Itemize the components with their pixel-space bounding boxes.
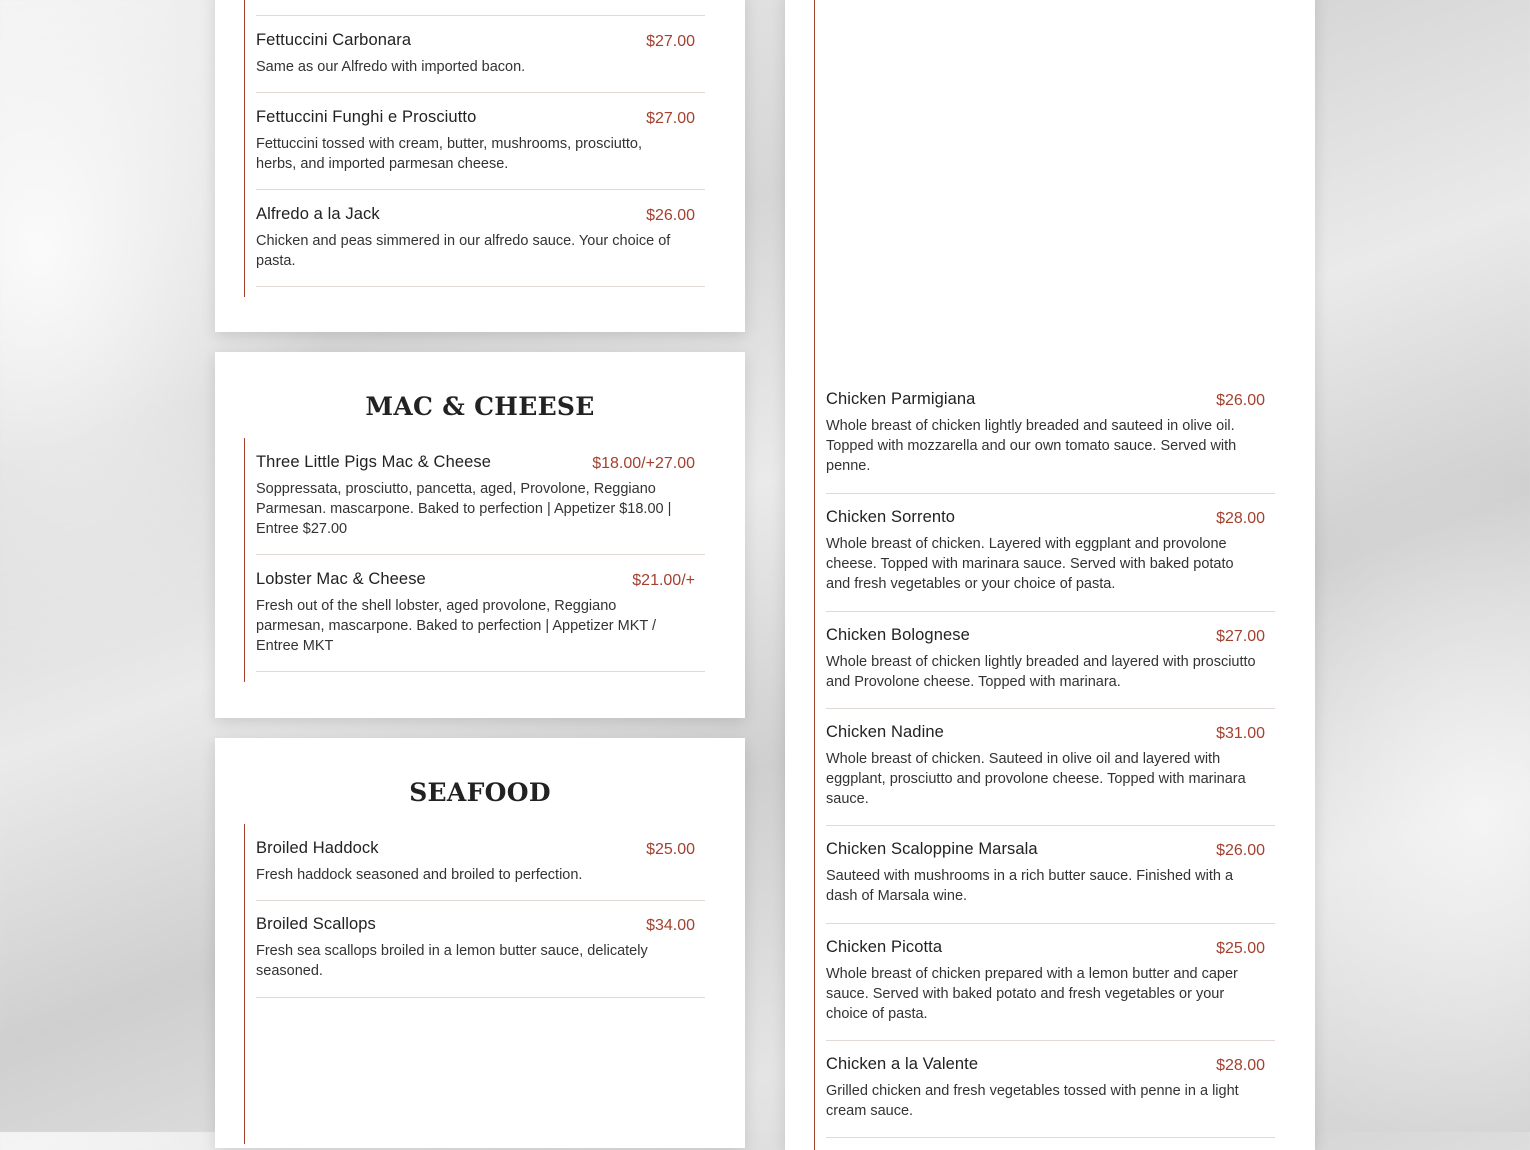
menu-item-top-edge (256, 0, 705, 16)
menu-item-description: Fresh haddock seasoned and broiled to perfection. (256, 867, 583, 883)
menu-item-description: Fresh sea scallops broiled in a lemon butter sauce, delicately seasoned. (256, 943, 648, 980)
menu-item-description: Whole breast of chicken lightly breaded and layered with prosciutto and Provolone cheese. Topped with marinara. (826, 654, 1256, 691)
menu-item-description: Soppressata, prosciutto, pancetta, aged, Provolone, Reggiano Parmesan. mascarpone. Baked to perfection | Appetizer $18.00 | Entree $27.00 (256, 481, 672, 538)
seafood-card (215, 738, 745, 1148)
menu-item-name: Chicken Scaloppine Marsala (826, 840, 1038, 858)
section-title: MAC & CHEESE (365, 392, 595, 421)
menu-item-description: Same as our Alfredo with imported bacon. (256, 59, 526, 75)
menu-item-name: Fettuccini Funghi e Prosciutto (256, 108, 477, 126)
menu-item-price: $25.00 (1216, 940, 1265, 957)
menu-item-name: Chicken a la Valente (826, 1055, 979, 1073)
menu-item-price: $31.00 (1216, 725, 1265, 742)
seafood-item-list (244, 824, 695, 1144)
menu-item-name: Chicken Sorrento (826, 508, 956, 526)
menu-item[interactable] (256, 15, 705, 93)
menu-item-price: $28.00 (1216, 510, 1265, 527)
menu-item[interactable] (826, 375, 1275, 494)
menu-item-price: $27.00 (646, 33, 695, 50)
menu-item[interactable] (826, 923, 1275, 1041)
pasta-item-list (244, 0, 695, 297)
menu-item[interactable] (256, 900, 705, 998)
menu-item-price: $25.00 (646, 841, 695, 858)
menu-item-name: Chicken Bolognese (826, 626, 970, 644)
mac-cheese-item-list (244, 438, 695, 682)
menu-item[interactable] (826, 1040, 1275, 1138)
mac-cheese-card (215, 352, 745, 718)
pasta-card (215, 0, 745, 332)
menu-item[interactable] (256, 824, 705, 901)
menu-item[interactable] (256, 438, 705, 555)
menu-item-name: Fettuccini Carbonara (256, 31, 412, 49)
menu-item-name: Broiled Scallops (256, 915, 376, 933)
menu-item-price: $28.00 (1216, 1057, 1265, 1074)
menu-item-price: $27.00 (646, 110, 695, 127)
menu-item-name: Chicken Nadine (826, 723, 944, 741)
menu-item-description: Whole breast of chicken lightly breaded and sauteed in olive oil. Topped with mozzarella and our own tomato sauce. Served with penne. (826, 418, 1237, 475)
chicken-card (785, 0, 1315, 1150)
menu-item[interactable] (826, 493, 1275, 612)
chicken-item-list (814, 0, 1265, 1150)
menu-item[interactable] (826, 825, 1275, 924)
menu-item-price: $34.00 (646, 917, 695, 934)
menu-item-description: Chicken and peas simmered in our alfredo sauce. Your choice of pasta. (256, 233, 671, 270)
menu-item[interactable] (826, 708, 1275, 826)
menu-item-description: Sauteed with mushrooms in a rich butter sauce. Finished with a dash of Marsala wine. (826, 868, 1234, 905)
menu-item-description: Whole breast of chicken. Sauteed in olive oil and layered with eggplant, prosciutto and provolone cheese. Topped with marinara sauce. (826, 751, 1246, 808)
menu-item-description: Fresh out of the shell lobster, aged provolone, Reggiano parmesan, mascarpone. Baked to perfection | Appetizer MKT / Entree MKT (256, 598, 657, 655)
menu-item-price: $26.00 (1216, 392, 1265, 409)
menu-item-description: Whole breast of chicken prepared with a lemon butter and caper sauce. Served with baked potato and fresh vegetables or your choice of pasta. (826, 966, 1238, 1023)
menu-item[interactable] (256, 92, 705, 190)
menu-item-name: Broiled Haddock (256, 839, 379, 857)
menu-item[interactable] (256, 554, 705, 672)
menu-item-name: Chicken Picotta (826, 938, 943, 956)
menu-item-description: Whole breast of chicken. Layered with eggplant and provolone cheese. Topped with marinara sauce. Served with baked potato and fresh vegetables or your choice of pasta. (826, 536, 1234, 593)
menu-item-price: $21.00/+ (632, 572, 695, 589)
menu-item-price: $26.00 (646, 207, 695, 224)
menu-item[interactable] (826, 611, 1275, 709)
menu-item-name: Chicken Parmigiana (826, 390, 976, 408)
menu-item-description: Fettuccini tossed with cream, butter, mushrooms, prosciutto, herbs, and imported parmesan cheese. (256, 136, 643, 173)
menu-item-price: $26.00 (1216, 842, 1265, 859)
menu-item-name: Three Little Pigs Mac & Cheese (256, 453, 492, 471)
menu-item-name: Lobster Mac & Cheese (256, 570, 426, 588)
section-title: SEAFOOD (409, 778, 551, 807)
menu-item-name: Alfredo a la Jack (256, 205, 380, 223)
menu-item[interactable] (256, 189, 705, 287)
menu-item-price: $18.00/+27.00 (592, 455, 695, 472)
menu-item-description: Grilled chicken and fresh vegetables tossed with penne in a light cream sauce. (826, 1083, 1239, 1120)
menu-item-price: $27.00 (1216, 628, 1265, 645)
